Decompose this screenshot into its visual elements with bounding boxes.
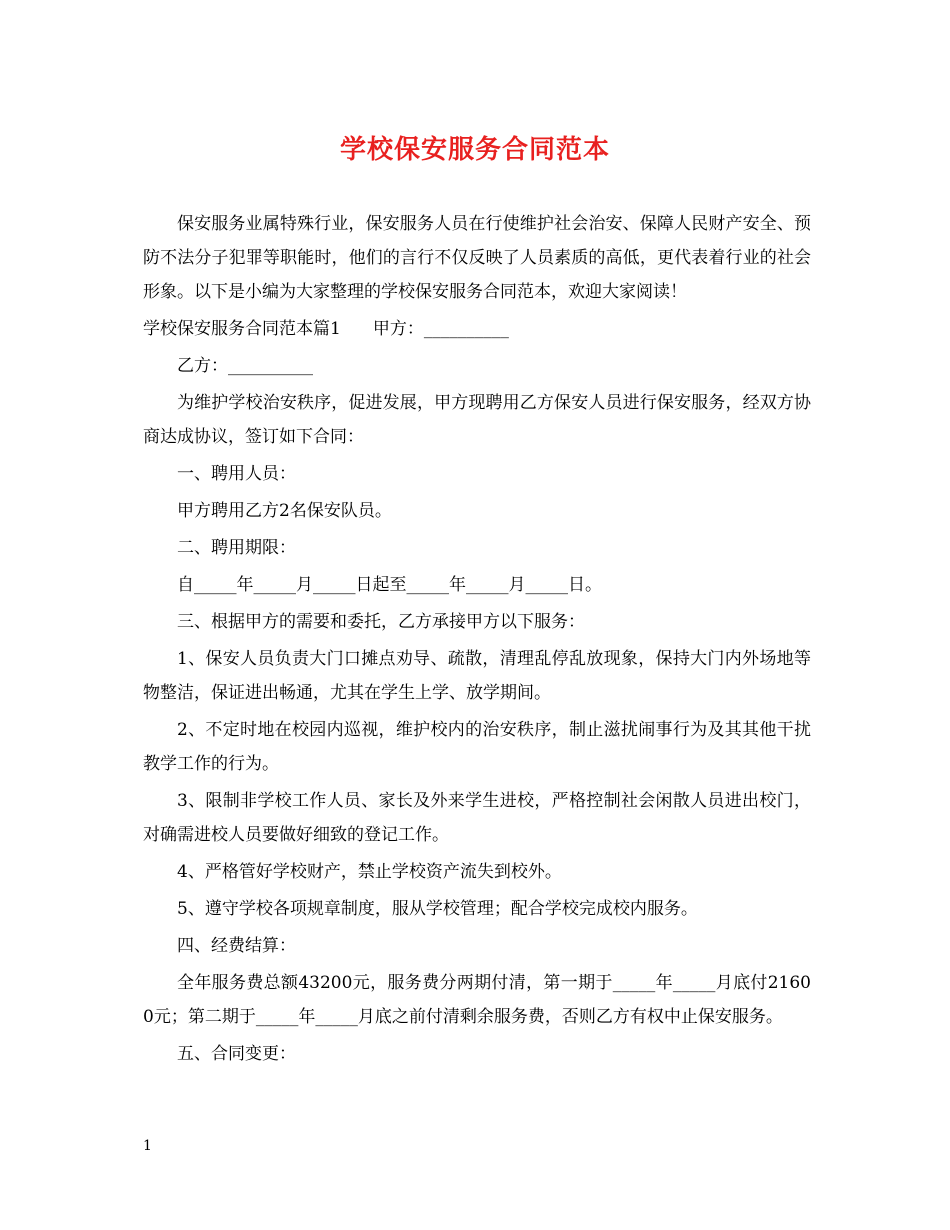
clause-3-item-1: 1、保安人员负责大门口摊点劝导、疏散，清理乱停乱放现象，保持大门内外场地等物整洁，保证进出畅通，尤其在学生上学、放学期间。 xyxy=(143,649,811,703)
section-header-line xyxy=(143,312,811,346)
intro-paragraph: 保安服务业属特殊行业，保安服务人员在行使维护社会治安、保障人民财产安全、预防不法分子犯罪等职能时，他们的言行不仅反映了人员素质的高低，更代表着行业的社会形象。以下是小编为大家整理的学校保安服务合同范本，欢迎大家阅读！ xyxy=(143,214,811,302)
document-title: 学校保安服务合同范本 xyxy=(339,135,610,165)
clause-2-heading: 二、聘用期限： xyxy=(177,538,296,558)
section-title: 学校保安服务合同范本篇1 xyxy=(143,319,341,339)
clause-3-item-2: 2、不定时地在校园内巡视，维护校内的治安秩序，制止滋扰闹事行为及其其他干扰教学工作的行为。 xyxy=(143,720,811,774)
clause-4-heading: 四、经费结算： xyxy=(177,936,296,956)
party-a-line: 甲方：__________ xyxy=(372,319,509,339)
clause-4-text: 全年服务费总额43200元，服务费分两期付清，第一期于_____年_____月底付21600元；第二期于_____年_____月底之前付清剩余服务费，否则乙方有权中止保安服务。 xyxy=(143,973,811,1027)
clause-3-item-5: 5、遵守学校各项规章制度，服从学校管理；配合学校完成校内服务。 xyxy=(177,899,698,919)
clause-3-heading: 三、根据甲方的需要和委托，乙方承接甲方以下服务： xyxy=(177,612,585,632)
preamble-paragraph: 为维护学校治安秩序，促进发展，甲方现聘用乙方保安人员进行保安服务，经双方协商达成协议，签订如下合同： xyxy=(143,393,811,447)
clause-5-heading: 五、合同变更： xyxy=(177,1044,296,1064)
clause-1-text: 甲方聘用乙方2名保安队员。 xyxy=(177,501,392,521)
clause-3-item-4: 4、严格管好学校财产，禁止学校资产流失到校外。 xyxy=(177,862,562,882)
clause-3-item-3: 3、限制非学校工作人员、家长及外来学生进校，严格控制社会闲散人员进出校门，对确需进校人员要做好细致的登记工作。 xyxy=(143,791,811,845)
page-number: 1 xyxy=(143,1138,152,1154)
clause-2-text: 自_____年_____月_____日起至_____年_____月_____日。 xyxy=(177,575,602,595)
clause-1-heading: 一、聘用人员： xyxy=(177,464,296,484)
document-body xyxy=(143,207,811,1074)
party-b-line: 乙方：__________ xyxy=(177,356,313,376)
